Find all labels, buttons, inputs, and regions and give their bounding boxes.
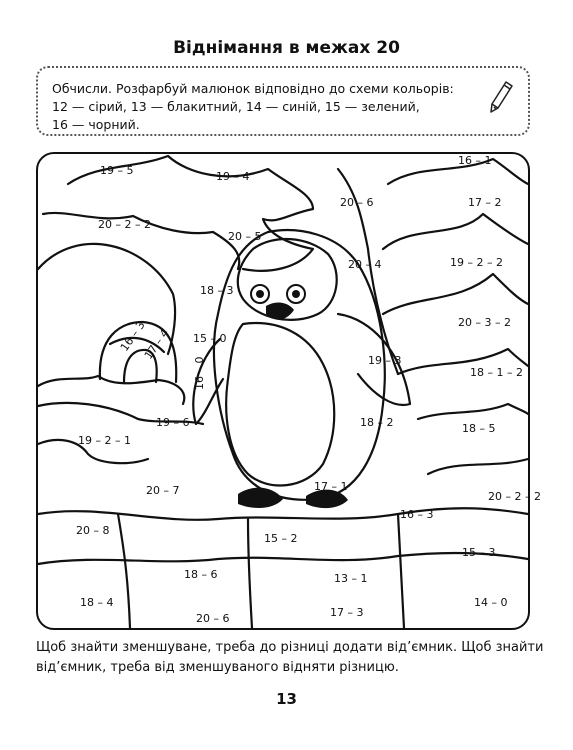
expression-label: 18 – 5 [462, 422, 496, 435]
expression-label: 20 – 5 [228, 230, 262, 243]
expression-label: 19 – 2 – 1 [78, 434, 131, 447]
expression-label: 19 – 3 [368, 354, 402, 367]
expression-label: 18 – 1 – 2 [470, 366, 523, 379]
expression-label: 20 – 2 – 2 [98, 218, 151, 231]
instruction-line-1: Обчисли. Розфарбуй малюнок відповідно до схеми кольорів: [52, 81, 454, 96]
expression-labels [76, 154, 541, 625]
expression-label: 17 – 3 [330, 606, 364, 619]
expression-label: 18 – 2 [360, 416, 394, 429]
rule-text [36, 638, 544, 678]
expression-label: 20 – 3 – 2 [458, 316, 511, 329]
expression-label: 17 – 2 [468, 196, 502, 209]
ground-4 [248, 519, 252, 628]
expression-label: 16 – 3 [117, 318, 148, 354]
coloring-drawing [38, 154, 541, 628]
expression-label: 20 – 6 [340, 196, 374, 209]
coloring-picture [36, 152, 541, 630]
rule-line-1: Щоб знайти зменшуване, треба до різниці додати від’ємник. Щоб знайти [36, 640, 544, 655]
expression-label: 14 – 0 [474, 596, 508, 609]
expression-label: 15 – 2 [264, 532, 298, 545]
expression-label: 16 – 0 [193, 356, 206, 390]
instruction-line-2: 12 — сірий, 13 — блакитний, 14 — синій, 15 — зелений, [52, 99, 420, 114]
snow-left [38, 376, 184, 404]
expression-label: 20 – 7 [146, 484, 180, 497]
ground-3 [118, 514, 130, 628]
page-title: Віднімання в межах 20 [173, 38, 400, 58]
instruction-line-3: 16 — чорний. [52, 117, 140, 132]
ground-5 [398, 514, 404, 628]
expression-label: 16 – 3 [400, 508, 434, 521]
expression-label: 20 – 4 [348, 258, 382, 271]
page-number: 13 [276, 690, 297, 708]
expression-label: 18 – 6 [184, 568, 218, 581]
expression-label: 18 – 4 [80, 596, 114, 609]
instruction-box [36, 66, 530, 136]
penguin-face [251, 285, 305, 320]
expression-label: 19 – 6 [156, 416, 190, 429]
tree-right-mid [383, 214, 528, 249]
rule-line-2: від’ємник, треба від зменшуваного відняти різницю. [36, 660, 399, 675]
expression-label: 20 – 6 [196, 612, 230, 625]
expression-label: 15 – 3 [462, 546, 496, 559]
ground-2 [38, 553, 528, 564]
penguin-belly [226, 323, 334, 485]
expression-label: 19 – 5 [100, 164, 134, 177]
expression-label: 19 – 2 – 2 [450, 256, 503, 269]
pencil-icon [488, 80, 514, 114]
expression-label: 15 – 0 [193, 332, 227, 345]
expression-label: 13 – 1 [334, 572, 368, 585]
expression-label: 17 – 4 [141, 326, 172, 362]
expression-label: 20 – 2 – 2 [488, 490, 541, 503]
expression-label: 17 – 1 [314, 480, 348, 493]
ground-1 [38, 508, 528, 520]
snow-right [428, 459, 528, 474]
tree-right-low [383, 274, 528, 314]
expression-label: 20 – 8 [76, 524, 110, 537]
expression-label: 18 – 3 [200, 284, 234, 297]
snow-right-2 [418, 404, 528, 419]
expression-label: 19 – 4 [216, 170, 250, 183]
expression-label: 16 – 1 [458, 154, 492, 167]
